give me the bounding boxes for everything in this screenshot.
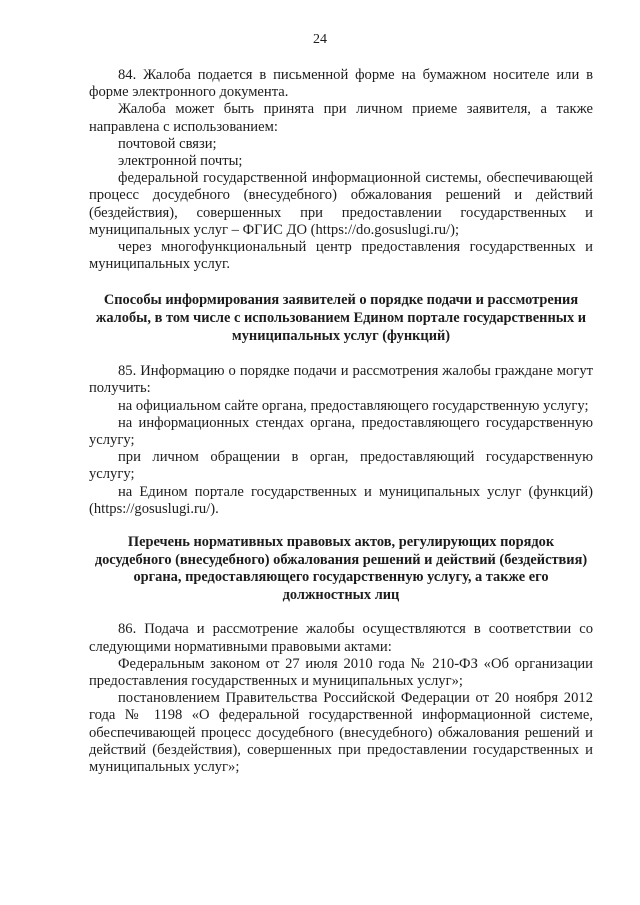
list-item-official-site: на официальном сайте органа, предоставляющего государственную услугу; bbox=[118, 397, 589, 414]
list-item-federal-law: Федеральным законом от 27 июля 2010 года № 210-ФЗ «Об организации предоставления государственных и муниципальных услуг»; bbox=[89, 655, 593, 690]
page-number: 24 bbox=[313, 32, 327, 47]
paragraph-86: 86. Подача и рассмотрение жалобы осуществляются в соответствии со следующими нормативными правовыми актами: bbox=[89, 621, 593, 655]
list-item-postal: почтовой связи; bbox=[118, 135, 217, 152]
list-item-email: электронной почты; bbox=[118, 153, 243, 170]
list-item-personal-visit: при личном обращении в орган, предоставляющий государственную услугу; bbox=[89, 449, 593, 483]
list-item-government-resolution: постановлением Правительства Российской Федерации от 20 ноября 2012 года № 1198 «О федеральной государственной информационной системе, обеспечивающей процесс досудебного (внесудебного) обжалования решений и действий (бездействия), совершенных при предоставлении государственных и муниципальных услуг»; bbox=[89, 690, 593, 776]
list-item-mfc: через многофункциональный центр предоставления государственных и муниципальных услуг. bbox=[89, 239, 593, 273]
list-item-info-stands: на информационных стендах органа, предоставляющего государственную услугу; bbox=[89, 414, 593, 449]
paragraph-complaint-methods: Жалоба может быть принята при личном приеме заявителя, а также направлена с использованием: bbox=[89, 101, 593, 135]
list-item-unified-portal: на Едином портале государственных и муниципальных услуг (функций) (https://gosuslugi.ru/). bbox=[89, 483, 593, 517]
list-item-fgis-do: федеральной государственной информационной системы, обеспечивающей процесс досудебного (внесудебного) обжалования решений и действий (бездействия), совершенных при предоставлении государственных и муниципальных услуг – ФГИС ДО (https://do.gosuslugi.ru/); bbox=[89, 170, 593, 238]
section-heading-legal-acts: Перечень нормативных правовых актов, регулирующих порядок досудебного (внесудебного) обжалования решений и действий (бездействия) органа, предоставляющего государственную услугу, а также его должностных лиц bbox=[94, 534, 588, 603]
document-body bbox=[89, 67, 593, 776]
paragraph-85: 85. Информацию о порядке подачи и рассмотрения жалобы граждане могут получить: bbox=[89, 363, 593, 397]
section-heading-informing: Способы информирования заявителей о порядке подачи и рассмотрения жалобы, в том числе с использованием Едином портале государственных и муниципальных услуг (функций) bbox=[95, 292, 587, 344]
paragraph-84: 84. Жалоба подается в письменной форме на бумажном носителе или в форме электронного документа. bbox=[89, 67, 593, 101]
